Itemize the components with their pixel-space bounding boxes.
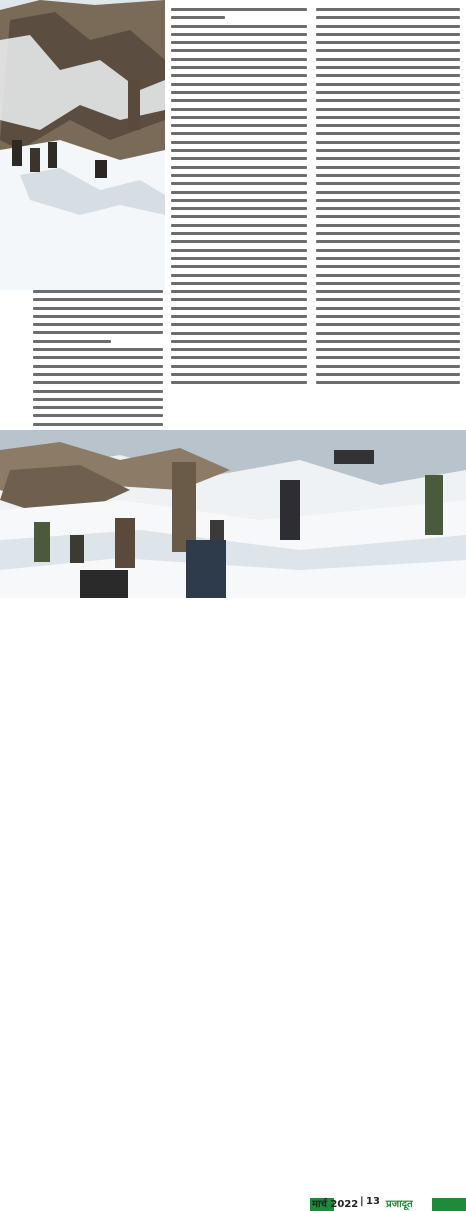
soldiers-on-snowy-mountain-photo <box>0 0 165 290</box>
footer-issue-date: मार्च 2022 <box>312 1199 359 1210</box>
footer-accent-bar-right <box>432 1198 466 1211</box>
body-text-column-3 <box>316 8 460 390</box>
soldiers-in-snow-photo <box>0 430 466 598</box>
footer-page-number: 13 <box>366 1196 380 1207</box>
footer-separator: | <box>360 1196 364 1207</box>
page-footer <box>0 597 466 1210</box>
body-text-column-2 <box>171 8 307 390</box>
body-text-column-1 <box>33 290 163 448</box>
footer-magazine-name: प्रजादूत <box>386 1199 413 1210</box>
